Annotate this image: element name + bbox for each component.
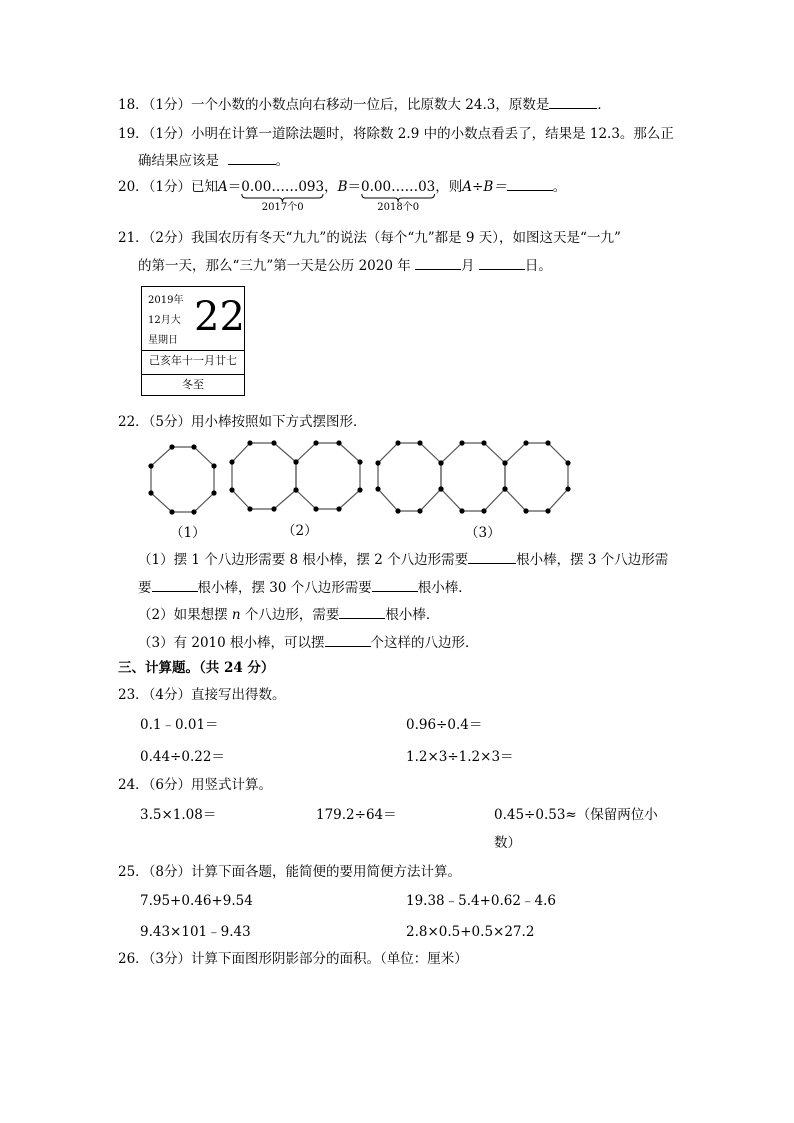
stick-outline: [296, 443, 360, 509]
stick-joint: [565, 486, 570, 491]
calc-item: 179.2÷64＝: [316, 807, 397, 823]
q22-p1-text-4: 根小棒，摆 30 个八边形需要: [197, 580, 372, 596]
stick-joint: [169, 509, 174, 514]
answer-blank[interactable]: [372, 577, 418, 592]
stick-outline: [378, 443, 441, 511]
stick-joint: [211, 490, 216, 495]
q20-then: ，则: [435, 179, 463, 195]
stick-joint: [417, 508, 422, 513]
stick-outline: [441, 443, 505, 511]
stick-joint: [502, 486, 507, 491]
octagon-1-1: [148, 444, 216, 514]
stick-joint: [313, 506, 318, 511]
stick-joint: [523, 440, 528, 445]
q22-p1-text-3: 要: [138, 580, 152, 596]
octagon-3-1: [375, 440, 443, 513]
q19-text-2: 确结果应该是: [138, 153, 219, 169]
brace-label-b: 2018个0: [377, 202, 420, 213]
stick-outline: [505, 443, 568, 511]
octagon-stick-figure: [0, 0, 794, 560]
stick-joint: [336, 440, 341, 445]
q21-text: 21．（2分）我国农历有冬天“九九”的说法（每个“九”都是 9 天），如图这天是“一九”: [118, 230, 621, 246]
stick-joint: [565, 460, 570, 465]
q22-part3: [138, 632, 479, 653]
q22-text: 22．（5分）用小棒按照如下方式摆图形．: [118, 414, 367, 430]
figure-label-1: （1）: [170, 525, 206, 541]
figure-label-2: （2）: [282, 523, 318, 539]
q22-p2-text: （2）如果想摆: [138, 607, 228, 623]
stick-joint: [229, 459, 234, 464]
equals: ＝: [347, 179, 362, 195]
stick-joint: [293, 459, 298, 464]
calc-item: 3.5×1.08＝: [140, 807, 217, 823]
stick-joint: [375, 486, 380, 491]
octagon-2-1: [229, 440, 298, 511]
calc-item: 9.43×101﹣9.43: [140, 924, 251, 940]
question-24: 24．（6分）用竖式计算。: [118, 777, 273, 793]
var-b: B: [337, 179, 348, 195]
stick-joint: [417, 440, 422, 445]
q22-p2-text-2: 个八边形，需要: [244, 607, 340, 623]
calc-item: 1.2×3÷1.2×3＝: [406, 749, 514, 765]
stick-joint: [395, 508, 400, 513]
stick-joint: [502, 460, 507, 465]
calendar-year: 2019年: [148, 295, 184, 306]
stick-joint: [211, 463, 216, 468]
calc-item: 0.96÷0.4＝: [406, 717, 483, 733]
stick-joint: [395, 440, 400, 445]
question-23: 23．（4分）直接写出得数。: [118, 687, 286, 703]
calendar-solar-term: 冬至: [142, 374, 244, 395]
calc-item-continued: 数）: [494, 835, 521, 851]
section-heading: 三、计算题。（共 24 分）: [118, 660, 275, 676]
q18-tail: ．: [597, 97, 611, 113]
stick-joint: [336, 506, 341, 511]
stick-joint: [438, 460, 443, 465]
q22-part1: [138, 549, 668, 570]
stick-joint: [459, 440, 464, 445]
equals: ＝: [227, 179, 242, 195]
stick-joint: [247, 440, 252, 445]
stick-joint: [438, 486, 443, 491]
octagon-3-2: [438, 440, 507, 513]
stick-joint: [148, 463, 153, 468]
number-a-value: 0.00……093: [241, 179, 325, 195]
stick-joint: [545, 508, 550, 513]
stick-joint: [271, 440, 276, 445]
octagon-2-2: [293, 440, 362, 511]
q19-tail: 。: [275, 153, 290, 169]
q22-p1-text-2: 根小棒，摆 3 个八边形需: [516, 552, 669, 568]
stick-joint: [148, 490, 153, 495]
var-a: A: [218, 179, 228, 195]
brace-label-a: 2017个0: [261, 202, 304, 213]
stick-joint: [229, 487, 234, 492]
stick-joint: [375, 460, 380, 465]
stick-joint: [357, 459, 362, 464]
stick-joint: [247, 506, 252, 511]
octagon-3-3: [502, 440, 570, 513]
answer-blank[interactable]: [152, 577, 198, 592]
calendar-weekday: 星期日: [148, 335, 178, 346]
number-b-value: 0.00……03: [361, 179, 436, 195]
stick-joint: [523, 508, 528, 513]
question-25: 25．（8分）计算下面各题，能简便的要用简便方法计算。: [118, 864, 462, 880]
q22-part2: [138, 604, 439, 625]
question-26: 26．（3分）计算下面图形阴影部分的面积。（单位：厘米）: [118, 951, 468, 967]
stick-outline: [232, 443, 296, 509]
calendar-day: 22: [194, 294, 245, 340]
stick-joint: [481, 440, 486, 445]
calc-item: 19.38﹣5.4+0.62﹣4.6: [406, 893, 556, 909]
calendar-month: 12月大: [148, 315, 181, 326]
q22-p2-text-3: 根小棒．: [385, 607, 440, 623]
q22-p1-text-5: 根小棒．: [417, 580, 472, 596]
q22-p3-text: （3）有 2010 根小棒，可以摆: [138, 635, 325, 651]
q21-text-2: 的第一天，那么“三九”第一天是公历 2020 年: [138, 258, 411, 274]
stick-outline: [151, 447, 214, 512]
figure-label-3: （3）: [465, 525, 501, 541]
stick-joint: [545, 440, 550, 445]
stick-joint: [169, 444, 174, 449]
stick-joint: [191, 509, 196, 514]
stick-joint: [271, 506, 276, 511]
calendar-lunar-date: 己亥年十一月廿七: [142, 350, 244, 371]
answer-blank[interactable]: [339, 604, 385, 619]
calc-item: 0.45÷0.53≈（保留两位小: [494, 807, 658, 823]
calc-item: 2.8×0.5+0.5×27.2: [406, 924, 535, 940]
stick-joint: [459, 508, 464, 513]
q22-p1-text: （1）摆 1 个八边形需要 8 根小棒，摆 2 个八边形需要: [138, 552, 469, 568]
stick-joint: [313, 440, 318, 445]
stick-joint: [357, 487, 362, 492]
calc-item: 0.44÷0.22＝: [140, 749, 225, 765]
calc-item: 0.1﹣0.01＝: [140, 717, 219, 733]
q21-month: 月: [461, 258, 475, 274]
stick-joint: [481, 508, 486, 513]
q21-day: 日。: [524, 258, 552, 274]
q18-text: 18．（1分）一个小数的小数点向右移动一位后，比原数大 24.3，原数是: [118, 97, 550, 113]
q20-tail: 。: [552, 179, 567, 195]
q19-text: 19．（1分）小明在计算一道除法题时，将除数 2.9 中的小数点看丢了，结果是 12.3。那么正: [118, 126, 674, 142]
q22-part1-line2: [138, 577, 472, 598]
answer-blank[interactable]: [468, 549, 516, 564]
stick-joint: [191, 444, 196, 449]
q20-text: 20．（1分）已知: [118, 179, 219, 195]
comma: ，: [324, 179, 338, 195]
calc-item: 7.95+0.46+9.54: [140, 893, 253, 909]
answer-blank[interactable]: [325, 632, 371, 647]
var-n: n: [231, 607, 241, 623]
q20-expression: A÷B＝: [462, 179, 507, 195]
stick-joint: [293, 487, 298, 492]
q22-p3-text-2: 个这样的八边形．: [370, 635, 479, 651]
